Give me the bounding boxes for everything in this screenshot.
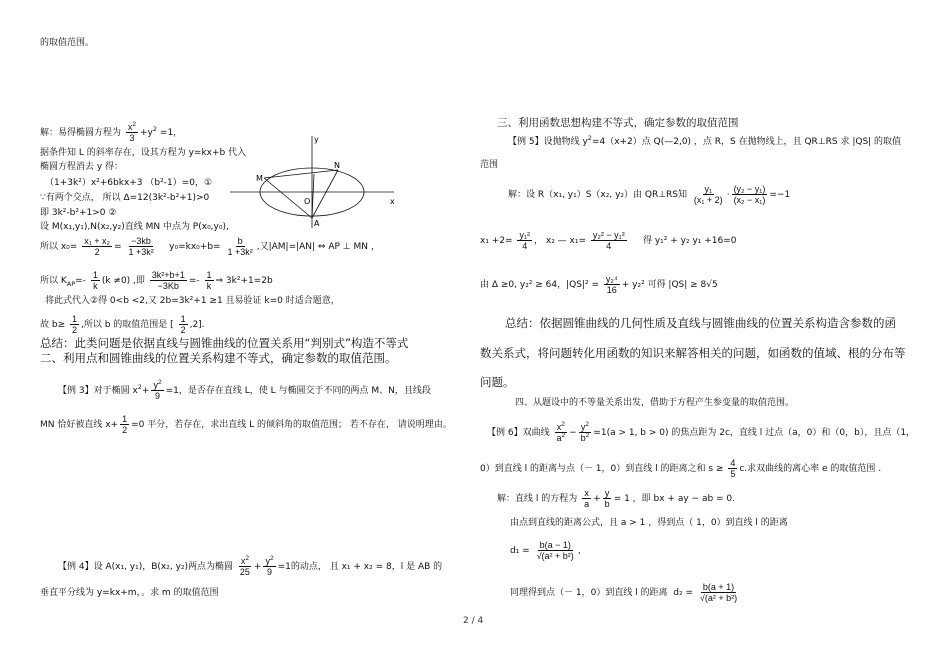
solution-intro: 解：易得椭圆方程为 $\frac{x^2}{3}$ $+y^2 =1$， xyxy=(40,121,183,143)
example-5-cont: 范围 xyxy=(480,160,499,170)
example-3: 【例 3】对于椭圆 $x^2+$ $\frac{y^2}{9}$ =1，是否存在直线 L，使 L 与椭圆交于不同的两点 M、N，且线段 xyxy=(58,379,431,401)
example-3-cont: MN 恰好被直线 x+ $\frac{1}{2}$ =0 平分，若存在，求出直线 L 的倾斜角的取值范围； 若不存在， 请说明理由。 xyxy=(40,414,452,435)
label-o: O xyxy=(304,197,311,206)
chord-mn xyxy=(264,170,338,178)
label-x: x xyxy=(390,197,395,206)
summary-1: 总结：此类问题是依据直线与圆锥曲线的位置关系用“判别式”构造不等式 xyxy=(40,336,409,350)
solution-8: 解：直线 l 的方程为 $\frac{x}{a}$ + $\frac{y}{b}$ = 1 ，即 bx + ay − ab = 0. xyxy=(497,488,736,509)
solution-6: x₁ +2= $\frac{\text{y₁²}}{4}$ ， x₂ — x₁= $\frac{\text{y₂² − y₁²}}{4}$ 得 y₁² + y₂ y₁ +16=0 xyxy=(480,230,737,251)
label-y: y xyxy=(314,135,319,144)
section-3-heading: 三、利用函数思想构建不等式，确定参数的取值范围 xyxy=(497,117,739,129)
text-line: 的取值范围。 xyxy=(40,38,95,48)
page-number: 2 / 4 xyxy=(463,616,484,626)
condition-line-2: 椭圆方程消去 y 得： xyxy=(40,162,124,172)
equation-6: 所以 $K_{AP}=-$ $\frac{1}{k}$ (k ≠0) ,即 $\frac{\text{3k²+b+1}}{-3Kb}$ =- $\frac{1}{k}$ ⇒ 3k²+1=2b xyxy=(40,270,273,291)
example-6: 【例 6】双曲线 $\frac{x^2}{a^2}$ − $\frac{y^2}{b^2}$ =1(a > 1, b > 0) 的焦点距为 2c，直线 l 过点（a，0）和（0，b），且点（1， xyxy=(487,421,916,443)
equation-3: 即 3k²-b²+1>0 ② xyxy=(40,208,117,218)
summary-2-line-2: 数关系式，将问题转化用函数的知识来解答相关的问题，如函数的值域、根的分布等 xyxy=(480,346,906,360)
solution-11: 同理得到点（－ 1，0）到直线 l 的距离 d₂ = $\frac{b(a + 1)}{\text{√(a² + b²)}}$ xyxy=(510,582,738,603)
solution-10: d₁ = $\frac{b(a - 1)}{\text{√(a² + b²)}}$ ， xyxy=(510,540,587,561)
equation-5: 所以 x₀= $\frac{\text{x₁ + x₂}}{2}$ = $\frac{-3kb}{\text{1 +3k²}}$ y₀=kx₀+b= $\frac{b}{\text{1 +3k²}}$ ,又|AM|=|AN| ⇔ AP ⊥ MN ， xyxy=(40,236,380,257)
label-m: M xyxy=(256,174,263,183)
example-4-cont: 垂直平分线为 y=kx+m，。求 m 的取值范围 xyxy=(40,588,219,598)
equation-4: 设 M(x₁,y₁),N(x₂,y₂)直线 MN 中点为 P(x₀,y₀), xyxy=(40,222,229,232)
equation-1: （1+3k²）x²+6bkx+3 （b²-1）=0，① xyxy=(45,178,213,188)
condition-line: 据条件知 L 的斜率存在，设其方程为 y=kx+b 代入 xyxy=(40,148,247,158)
solution-9: 由点到直线的距离公式，且 a > 1 ，得到点（ 1，0）到直线 l 的距离 xyxy=(510,518,788,528)
ellipse-diagram xyxy=(226,130,406,230)
example-5: 【例 5】设抛物线 $y^2=4(x+2)$点 Q(—2,0) ，点 R，S 在抛物线上，且 QR⊥RS 求 |QS| 的取值 xyxy=(508,134,902,147)
equation-2: ∵有两个交点， 所以 Δ=12(3k²-b²+1)>0 xyxy=(40,193,210,203)
section-2-heading: 二、利用点和圆锥曲线的位置关系构建不等式，确定参数的取值范围。 xyxy=(40,351,397,365)
summary-2-line-3: 问题。 xyxy=(480,375,515,389)
equation-8: 故 b≥ $\frac{1}{2}$ ,所以 b 的取值范围是 [ $\frac{1}{2}$ ,2]. xyxy=(40,314,205,335)
label-a: A xyxy=(314,219,320,228)
example-6-cont: 0）到直线 l 的距离与点（－ 1，0）到直线 l 的距离之和 s ≥ $\frac{4}{5}$ c.求双曲线的离心率 e 的取值范围 . xyxy=(480,458,882,479)
solution-5: 解：设 R（x₁, y₁）S（x₂, y₂）由 QR⊥RS知 $\frac{\text{y₁}}{\text{(x₁ + 2)}}$ · $\frac{\text{(y₂ − y₁)}}{\text{(x₂ − x₁)}}$ =−1 xyxy=(508,184,791,205)
segment-an xyxy=(312,170,338,218)
section-4-heading: 四、从题设中的不等量关系出发，借助于方程产生参变量的取值范围。 xyxy=(515,398,795,408)
label-n: N xyxy=(334,161,340,170)
summary-2-line-1: 总结：依据圆锥曲线的几何性质及直线与圆锥曲线的位置关系构造含参数的函 xyxy=(505,316,896,330)
example-4: 【例 4】设 A(x₁, y₁)，B(x₂, y₂)两点为椭圆 $\frac{x^2}{25}$ + $\frac{y^2}{9}$ =1的动点， 且 x₁ + x₂ = 8，l 是 AB 的 xyxy=(58,555,443,577)
solution-7: 由 Δ ≥0, y₂² ≥ 64，|QS|² = $\frac{\text{y₂⁴}}{16}$ + y₂² 可得 |QS| ≥ 8√5 xyxy=(480,274,718,295)
equation-7: 将此式代入②得 0<b <2,又 2b=3k²+1 ≥1 且易验证 k=0 时适合题意， xyxy=(45,296,340,306)
